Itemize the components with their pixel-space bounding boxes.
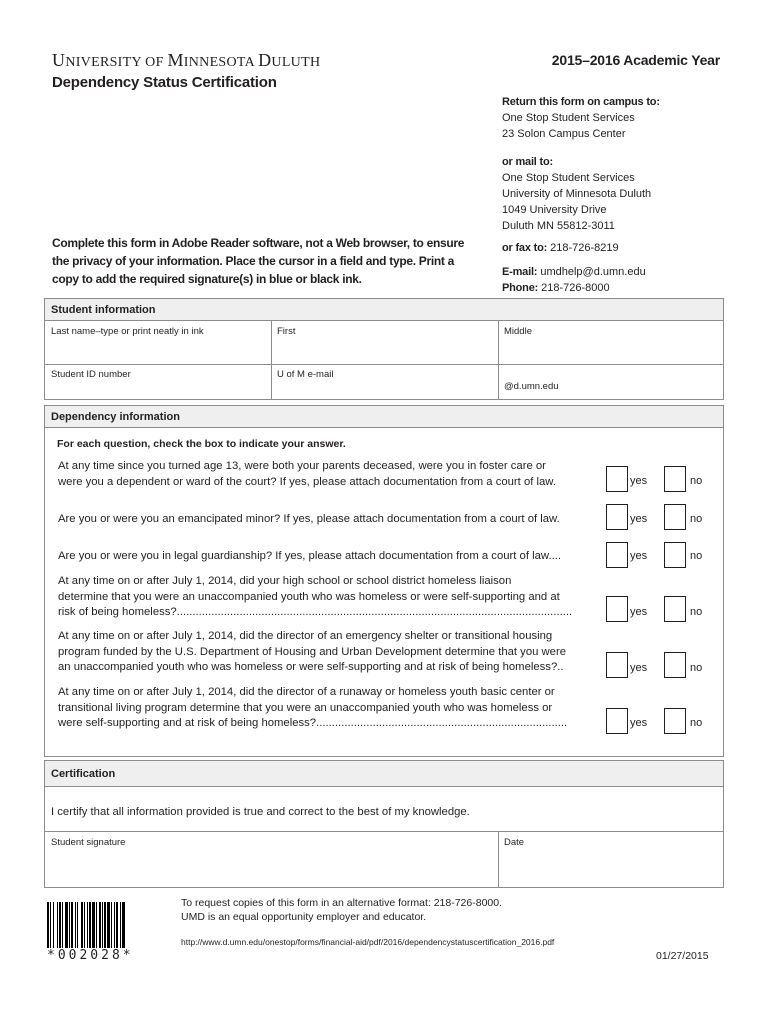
question-5 — [58, 629, 598, 676]
mail-heading: or mail to: — [502, 156, 553, 168]
last-name-label: Last name–type or print neatly in ink — [51, 326, 204, 337]
barcode-bar — [111, 902, 112, 948]
question-text: were you a dependent or ward of the court? If yes, please attach documentation from a court of law. — [58, 475, 556, 488]
q4-yes-checkbox[interactable] — [606, 596, 628, 622]
barcode-bar — [57, 902, 58, 948]
dependency-instruction: For each question, check the box to indicate your answer. — [57, 438, 346, 450]
q4-no-checkbox[interactable] — [664, 596, 686, 622]
return-line: 23 Solon Campus Center — [502, 128, 626, 140]
barcode-bar — [69, 902, 70, 948]
question-6 — [58, 685, 598, 732]
return-info — [502, 94, 732, 296]
question-text: determine that you were an unaccompanied youth who was homeless or were self-supporting and at — [58, 590, 560, 603]
barcode-bar — [114, 902, 115, 948]
yes-label: yes — [630, 475, 648, 487]
barcode-bar — [84, 902, 85, 948]
email-line — [502, 264, 732, 280]
barcode-bar — [77, 902, 78, 948]
barcode-bar — [75, 902, 76, 948]
univ-letter: D — [258, 50, 272, 70]
mail-line: 1049 University Drive — [502, 204, 607, 216]
student-id-field[interactable] — [47, 379, 269, 399]
middle-name-field[interactable] — [500, 337, 721, 363]
question-text: program funded by the U.S. Department of Housing and Urban Development determine that you were — [58, 645, 567, 658]
barcode-bar — [87, 902, 88, 948]
academic-year: 2015–2016 Academic Year — [551, 52, 720, 68]
q5-yes-checkbox[interactable] — [606, 652, 628, 678]
yes-label: yes — [630, 717, 648, 729]
divider — [45, 831, 723, 832]
divider — [498, 831, 499, 887]
question-text: an unaccompanied youth who was homeless or were self-supporting and at risk of being homeless?.. — [58, 661, 564, 673]
barcode-bar — [47, 902, 49, 948]
question-text: risk of being homeless?.............................................................................................................................. — [58, 606, 573, 618]
student-id-label: Student ID number — [51, 369, 131, 380]
date-label: Date — [504, 837, 525, 848]
fax-line — [502, 240, 732, 256]
barcode-text: *002028* — [47, 948, 134, 963]
question-1 — [58, 459, 598, 490]
question-text: At any time on or after July 1, 2014, did your high school or school district homeless liaison — [58, 575, 512, 587]
no-label: no — [690, 717, 703, 729]
signature-field[interactable] — [47, 849, 496, 885]
first-name-label: First — [277, 326, 296, 337]
email-suffix: @d.umn.edu — [504, 381, 559, 392]
student-info-section — [44, 298, 724, 400]
barcode-bar — [116, 902, 118, 948]
mail-line: One Stop Student Services — [502, 172, 635, 184]
phone-line — [502, 280, 732, 296]
certification-header: Certification — [45, 761, 723, 787]
question-text: were self-supporting and at risk of being homeless?................................................................................ — [58, 717, 568, 729]
divider — [271, 321, 272, 399]
barcode-bar — [53, 902, 54, 948]
barcode-bar — [102, 902, 103, 948]
barcode-bar — [96, 902, 97, 948]
barcode-bar — [104, 902, 106, 948]
q1-yes-checkbox[interactable] — [606, 466, 628, 492]
umn-email-field[interactable] — [273, 379, 498, 399]
question-text: transitional living program determine that you were an unaccompanied youth who was homeless or — [58, 701, 553, 714]
email-value[interactable]: umdhelp@d.umn.edu — [540, 266, 646, 278]
divider — [498, 321, 499, 399]
no-label: no — [690, 606, 703, 618]
q1-no-checkbox[interactable] — [664, 466, 686, 492]
q6-no-checkbox[interactable] — [664, 708, 686, 734]
barcode-bar — [107, 902, 110, 948]
yes-label: yes — [630, 606, 648, 618]
question-text: At any time on or after July 1, 2014, did the director of an emergency shelter or transitional housing — [58, 630, 553, 642]
no-label: no — [690, 550, 703, 562]
alt-format-note: To request copies of this form in an alternative format: 218-726-8000. — [181, 897, 503, 909]
return-heading: Return this form on campus to: — [502, 96, 660, 108]
certification-statement: I certify that all information provided is true and correct to the best of my knowledge. — [51, 806, 470, 818]
barcode-bar — [71, 902, 73, 948]
barcode-bar — [59, 902, 61, 948]
univ-text: ULUTH — [271, 55, 321, 70]
question-3 — [58, 549, 598, 565]
univ-letter: U — [52, 50, 66, 70]
mail-line: University of Minnesota Duluth — [502, 188, 652, 200]
q5-no-checkbox[interactable] — [664, 652, 686, 678]
return-line: One Stop Student Services — [502, 112, 635, 124]
barcode-bar — [62, 902, 63, 948]
first-name-field[interactable] — [273, 337, 496, 363]
question-4 — [58, 574, 598, 621]
barcode-bar — [122, 902, 125, 948]
dependency-header: Dependency information — [45, 406, 723, 428]
revision-date: 01/27/2015 — [656, 950, 709, 962]
signature-label: Student signature — [51, 837, 126, 848]
q3-no-checkbox[interactable] — [664, 542, 686, 568]
question-text: At any time since you turned age 13, were both your parents deceased, were you in foster care or — [58, 460, 546, 472]
question-text: Are you or were you an emancipated minor? If yes, please attach documentation from a court of law. — [58, 513, 560, 525]
question-text: At any time on or after July 1, 2014, did the director of a runaway or homeless youth basic center or — [58, 686, 555, 698]
divider — [45, 364, 723, 365]
email-label: E-mail: — [502, 266, 538, 278]
no-label: no — [690, 513, 703, 525]
barcode — [47, 902, 163, 952]
barcode-bar — [120, 902, 121, 948]
fax-value: 218-726-8219 — [550, 242, 619, 254]
univ-text: INNESOTA — [183, 55, 259, 70]
phone-value: 218-726-8000 — [541, 282, 610, 294]
q3-yes-checkbox[interactable] — [606, 542, 628, 568]
university-name — [52, 50, 320, 71]
mail-line: Duluth MN 55812-3011 — [502, 220, 615, 232]
barcode-bar — [99, 902, 101, 948]
barcode-bar — [81, 902, 83, 948]
certification-section — [44, 760, 724, 888]
middle-name-label: Middle — [504, 326, 532, 337]
fax-label: or fax to: — [502, 242, 548, 254]
barcode-bar — [89, 902, 91, 948]
barcode-bars — [47, 902, 163, 952]
form-url[interactable]: http://www.d.umn.edu/onestop/forms/financial-aid/pdf/2016/dependencystatuscertification_2016.pdf — [181, 937, 555, 947]
q6-yes-checkbox[interactable] — [606, 708, 628, 734]
q2-yes-checkbox[interactable] — [606, 504, 628, 530]
barcode-bar — [65, 902, 68, 948]
yes-label: yes — [630, 662, 648, 674]
equal-opportunity-note: UMD is an equal opportunity employer and educator. — [181, 911, 427, 923]
univ-text: NIVERSITY OF — [65, 55, 168, 70]
univ-letter: M — [167, 50, 184, 70]
barcode-bar — [50, 902, 51, 948]
barcode-bar — [92, 902, 95, 948]
last-name-field[interactable] — [47, 337, 269, 363]
student-info-header: Student information — [45, 299, 723, 321]
instructions: Complete this form in Adobe Reader software, not a Web browser, to ensure the privacy of your information. Place the cursor in a field and type. Print a copy to add the required signature(s) in blue or black ink. — [52, 236, 465, 286]
q2-no-checkbox[interactable] — [664, 504, 686, 530]
date-field[interactable] — [500, 849, 721, 885]
question-2 — [58, 512, 598, 528]
umn-email-label: U of M e-mail — [277, 369, 334, 380]
phone-label: Phone: — [502, 282, 539, 294]
no-label: no — [690, 475, 703, 487]
question-text: Are you or were you in legal guardianship? If yes, please attach documentation from a court of law.... — [58, 550, 561, 562]
yes-label: yes — [630, 550, 648, 562]
no-label: no — [690, 662, 703, 674]
form-title: Dependency Status Certification — [52, 74, 277, 91]
yes-label: yes — [630, 513, 648, 525]
